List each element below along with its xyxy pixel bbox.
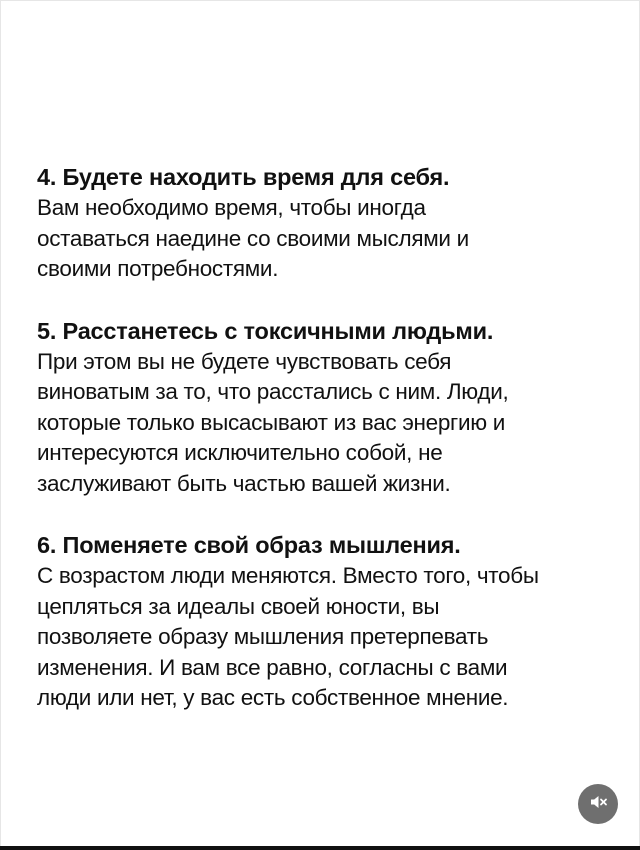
post-text-content [37,162,612,745]
section-6 [37,530,612,714]
body-line: люди или нет, у вас есть собственное мнение. [37,685,509,710]
body-line: С возрастом люди меняются. Вместо того, чтобы [37,563,539,588]
section-5-body [37,347,612,500]
body-line: При этом вы не будете чувствовать себя [37,348,452,374]
body-line: своими потребностями. [37,256,279,281]
section-4 [37,162,612,285]
mute-toggle-button[interactable] [578,784,618,824]
body-line: Вам необходимо время, чтобы иногда [37,195,426,220]
section-6-body [37,561,612,714]
body-line: интересуются исключительно собой, не [37,440,443,465]
body-line: заслуживают быть частью вашей жизни. [37,470,451,496]
speaker-muted-icon [588,792,608,817]
section-5-heading: 5. Расстанетесь с токсичными людьми. [37,317,494,344]
section-4-body [37,193,612,285]
section-4-heading: 4. Будете находить время для себя. [37,164,450,190]
bottom-progress-bar [0,846,640,850]
body-line: позволяете образу мышления претерпевать [37,624,489,649]
section-5 [37,316,612,500]
section-6-heading: 6. Поменяете свой образ мышления. [37,532,461,558]
body-line: которые только высасывают из вас энергию и [37,409,506,435]
body-line: оставаться наедине со своими мыслями и [37,225,469,251]
body-line: виноватым за то, что расстались с ним. Люди, [37,379,509,404]
body-line: изменения. И вам все равно, согласны с вами [37,654,508,680]
body-line: цепляться за идеалы своей юности, вы [37,593,440,619]
